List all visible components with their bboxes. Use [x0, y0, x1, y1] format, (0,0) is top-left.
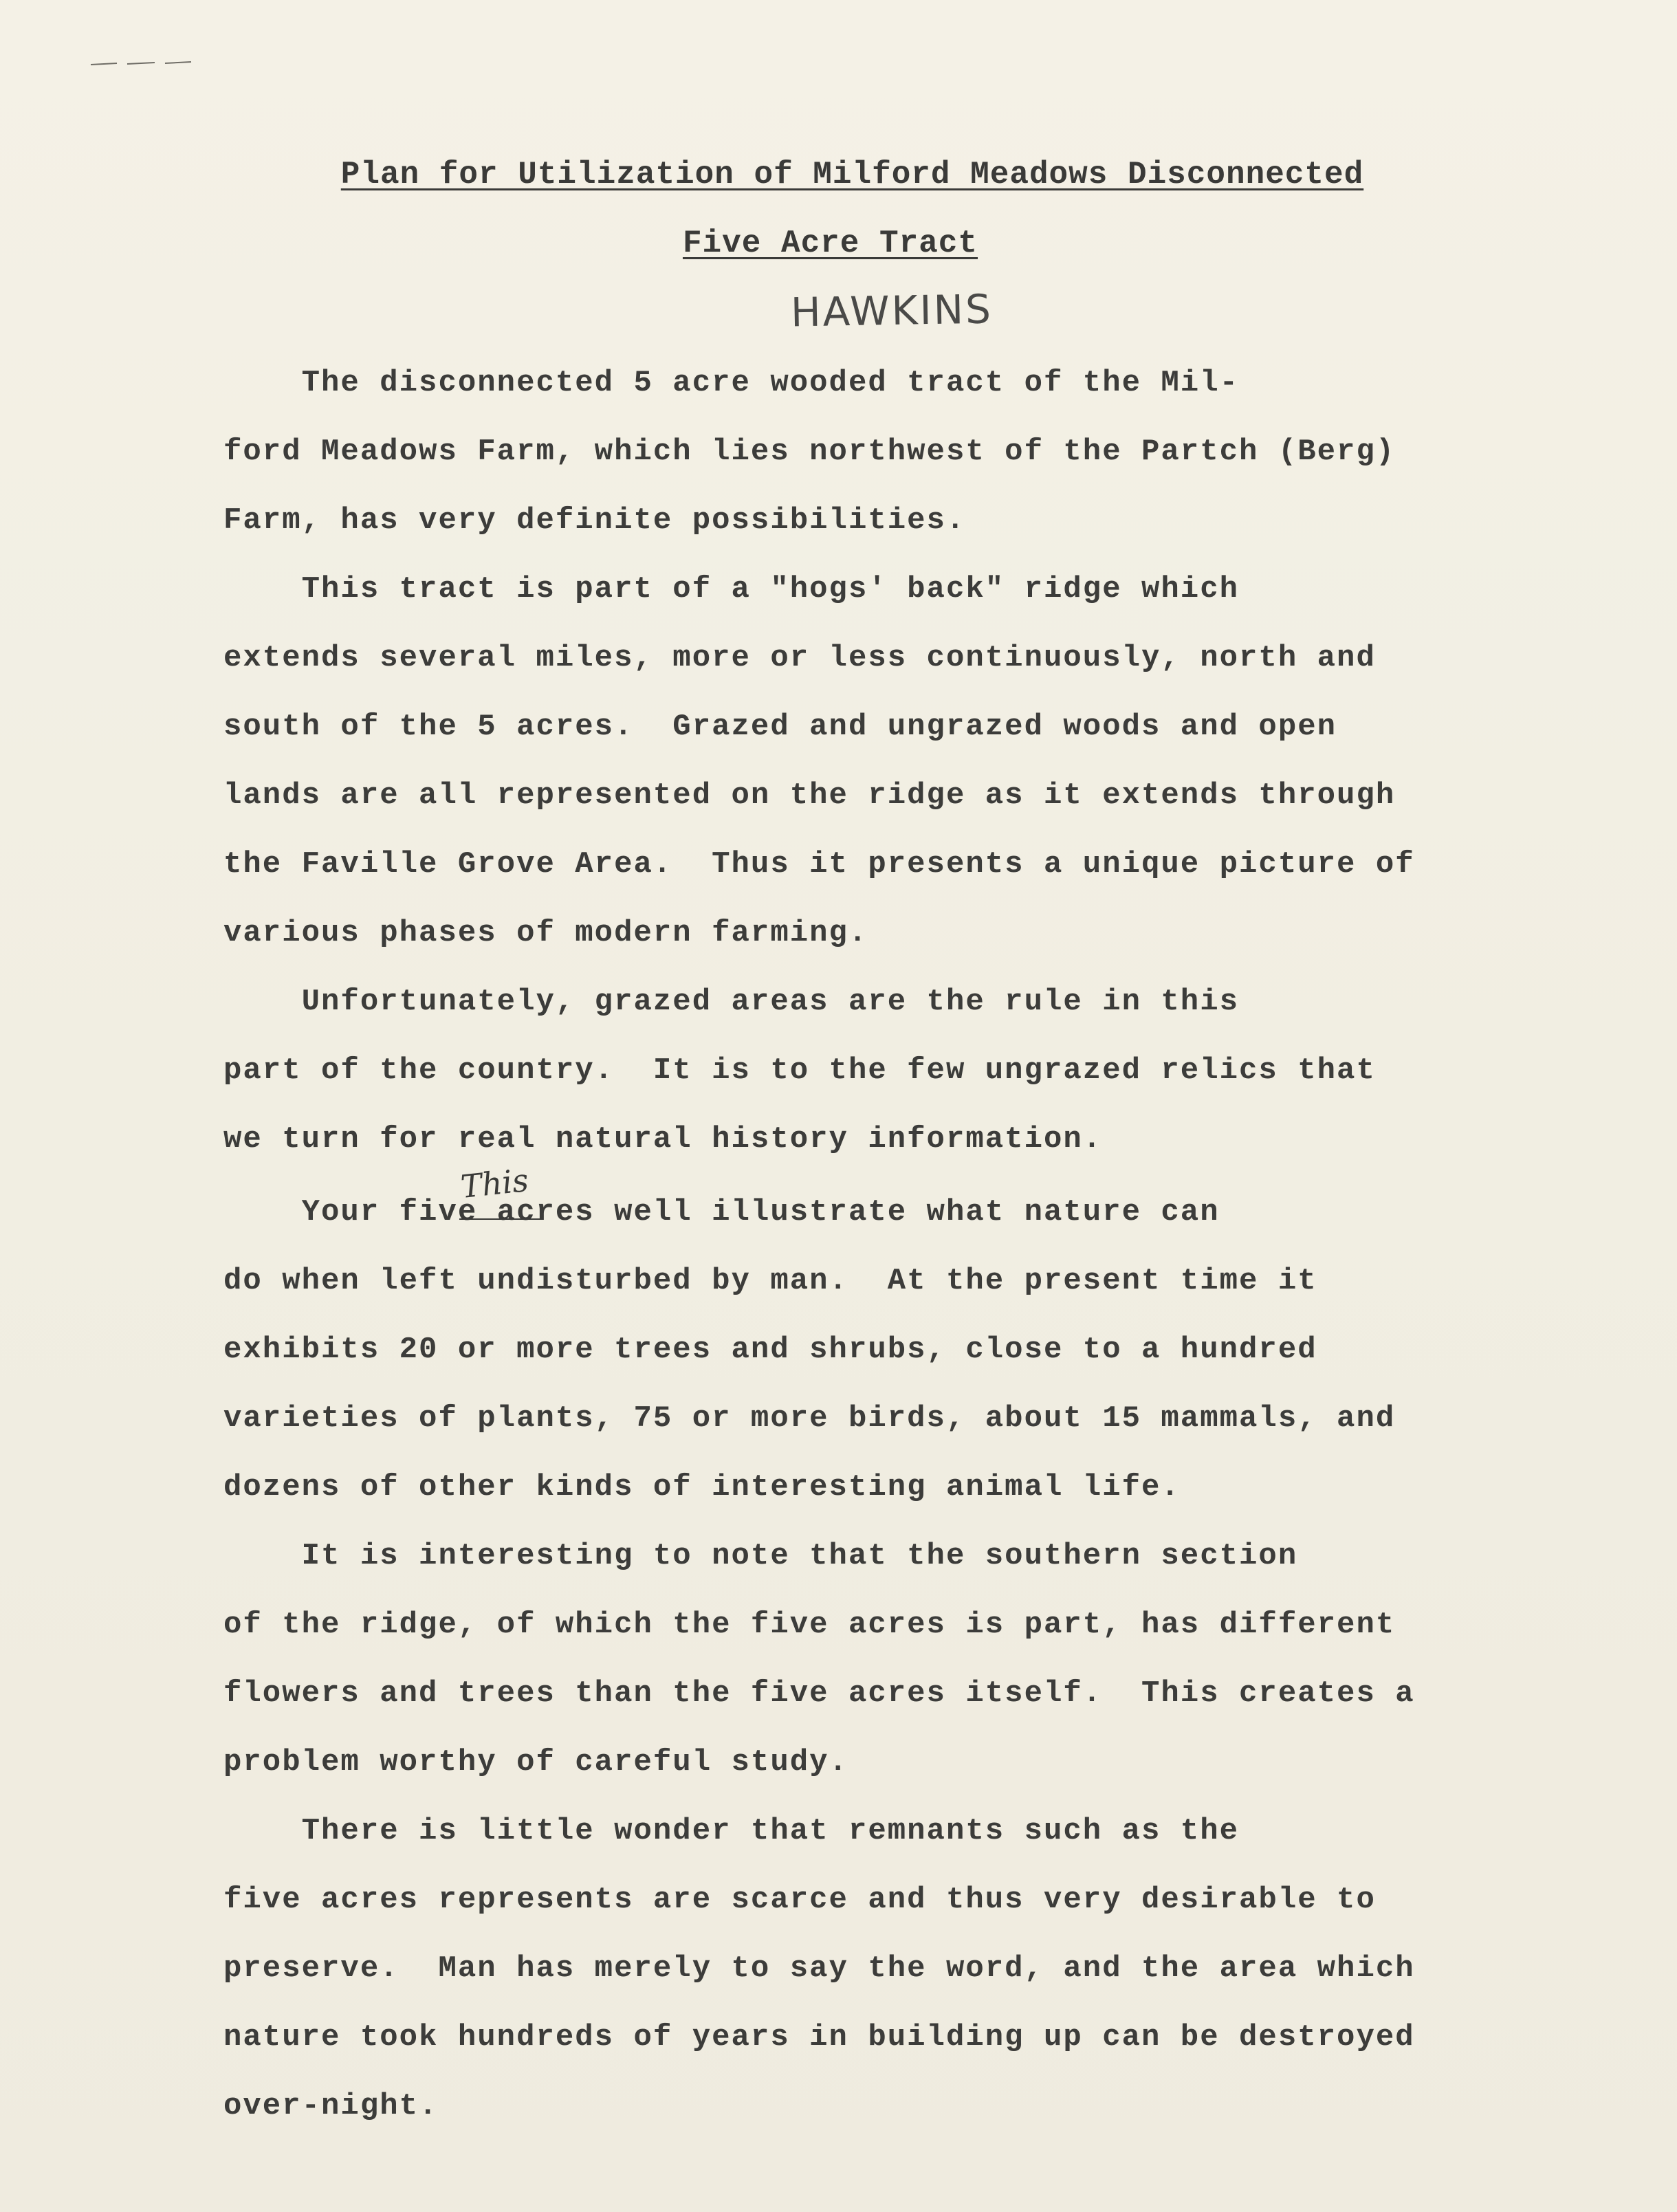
body-line: nature took hundreds of years in building up can be destroyed	[223, 2020, 1415, 2055]
body-line: five acres represents are scarce and thus very desirable to	[223, 1883, 1376, 1917]
body-line: part of the country. It is to the few ungrazed relics that	[223, 1053, 1376, 1088]
body-line: varieties of plants, 75 or more birds, about 15 mammals, and	[223, 1401, 1396, 1436]
body-line: Your five acres well illustrate what nature can	[223, 1195, 1220, 1229]
body-line: do when left undisturbed by man. At the present time it	[223, 1264, 1317, 1298]
handwritten-name-annotation: HAWKINS	[790, 285, 994, 336]
body-line: preserve. Man has merely to say the word, and the area which	[223, 1951, 1415, 1986]
body-line: the Faville Grove Area. Thus it presents a unique picture of	[223, 847, 1415, 881]
document-title-line-1: Plan for Utilization of Milford Meadows Disconnected	[340, 157, 1364, 193]
body-line: lands are all represented on the ridge as it extends through	[223, 778, 1396, 813]
body-line: There is little wonder that remnants such as the	[223, 1814, 1240, 1848]
document-title-line-2: Five Acre Tract	[682, 226, 978, 261]
body-line: south of the 5 acres. Grazed and ungrazed woods and open	[223, 710, 1337, 744]
body-line: ford Meadows Farm, which lies northwest of the Partch (Berg)	[223, 435, 1396, 469]
body-line: This tract is part of a "hogs' back" ridge which	[223, 572, 1240, 606]
body-line: extends several miles, more or less continuously, north and	[223, 641, 1376, 675]
body-line: The disconnected 5 acre wooded tract of the Mil-	[223, 366, 1240, 400]
body-line: flowers and trees than the five acres itself. This creates a	[223, 1676, 1415, 1711]
handwritten-correction: This	[459, 1161, 531, 1206]
body-line: Unfortunately, grazed areas are the rule in this	[223, 985, 1240, 1019]
body-line: exhibits 20 or more trees and shrubs, close to a hundred	[223, 1333, 1317, 1367]
body-line: we turn for real natural history information.	[223, 1122, 1103, 1157]
body-line: dozens of other kinds of interesting animal life.	[223, 1470, 1181, 1504]
body-line: various phases of modern farming.	[223, 916, 868, 950]
body-line: Farm, has very definite possibilities.	[223, 503, 966, 538]
body-line: problem worthy of careful study.	[223, 1745, 848, 1780]
body-line: over-night.	[223, 2089, 439, 2123]
pencil-mark	[89, 56, 193, 70]
body-line: It is interesting to note that the southern section	[223, 1539, 1298, 1573]
body-line: of the ridge, of which the five acres is part, has different	[223, 1608, 1396, 1642]
